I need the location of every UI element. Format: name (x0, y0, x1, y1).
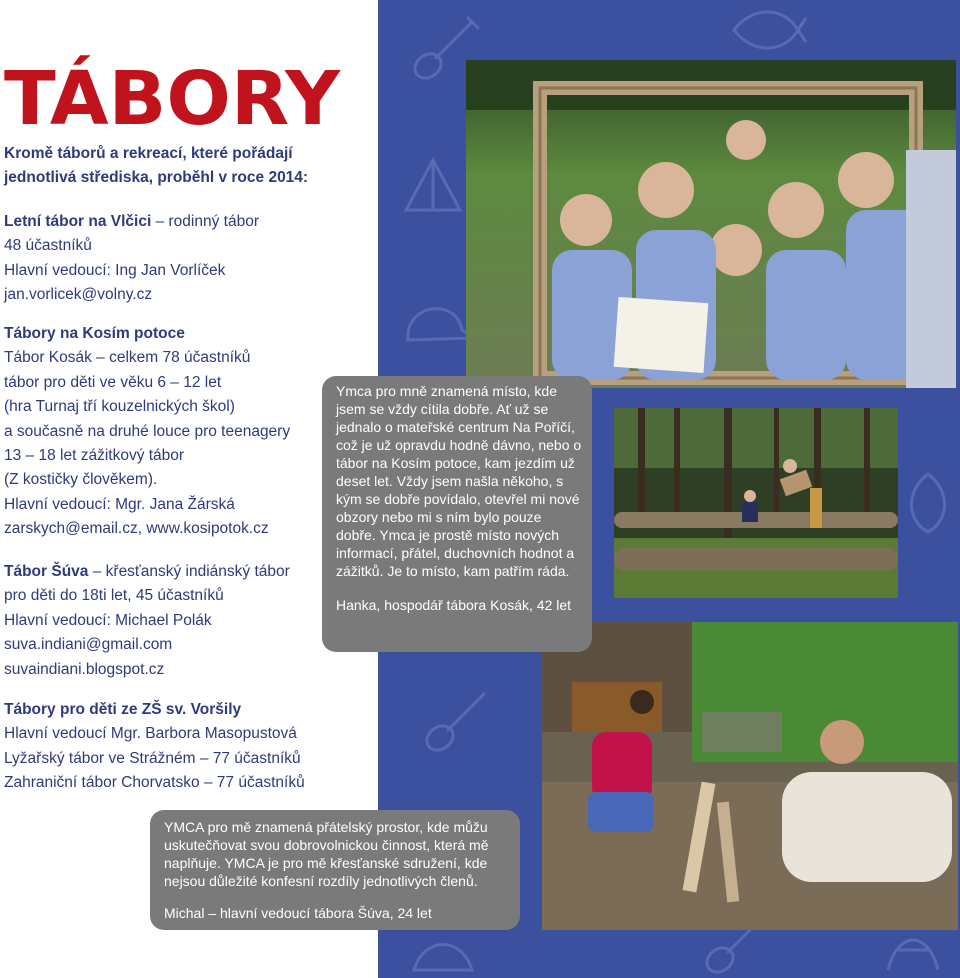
camp-vlcice-name: Letní tábor na Vlčici (4, 213, 152, 230)
camp-kosi-potok-line: a současně na druhé louce pro teenagery (4, 422, 291, 440)
title-text: TÁBORY (4, 56, 332, 128)
tent-doodle-icon (398, 150, 468, 220)
photo-forest-balance (614, 408, 898, 598)
camp-kosi-potok-line: 13 – 18 let zážitkový tábor (4, 447, 185, 465)
camp-kosi-potok-line: (Z kostičky člověkem). (4, 471, 158, 489)
camp-vorsily-line: Zahraniční tábor Chorvatsko – 77 účastníků (4, 774, 305, 792)
camp-kosi-potok-line: Tábor Kosák – celkem 78 účastníků (4, 349, 251, 367)
camp-suva-line: pro děti do 18ti let, 45 účastníků (4, 587, 224, 605)
camp-kosi-potok-line: Hlavní vedoucí: Mgr. Jana Žárská (4, 495, 235, 513)
camp-kosi-potok-section (4, 322, 290, 542)
quote-michal (150, 810, 520, 930)
camp-vlcice-email: jan.vorlicek@volny.cz (4, 286, 153, 304)
camp-suva-line: Hlavní vedoucí: Michael Polák (4, 611, 212, 629)
page-title (4, 44, 344, 128)
leaf-doodle-icon (408, 930, 478, 978)
camp-vlcice-participants: 48 účastníků (4, 237, 92, 255)
camp-vorsily-name: Tábory pro děti ze ZŠ sv. Voršily (4, 701, 242, 718)
photo-children-with-frame (466, 60, 956, 388)
camp-vorsily-line: Hlavní vedoucí Mgr. Barbora Masopustová (4, 725, 297, 743)
intro-paragraph: Kromě táborů a rekreací, které pořádají jednotlivá střediska, proběhl v roce 2014: (4, 145, 309, 187)
camp-vlcice-leader: Hlavní vedoucí: Ing Jan Vorlíček (4, 261, 226, 279)
guitar-doodle-icon (418, 680, 498, 760)
camp-kosi-potok-name: Tábory na Kosím potoce (4, 325, 185, 342)
intro-text (4, 142, 334, 191)
quote-michal-text: YMCA pro mě znamená přátelský prostor, kde můžu uskutečňovat svou dobrovolnickou činnost, která mě naplňuje. YMCA je pro mě křesťanské sdružení, kde nejsou důležité konfesní rozdíly jednotlivých členů. (164, 819, 489, 889)
quote-hanka-text: Ymca pro mně znamená místo, kde jsem se vždy cítila dobře. Ať už se jednalo o mateřské centrum Na Poříčí, což je už opravdu hodně dávno, nebo o tábor na Kosím potoce, kam jezdím už deset let. Vždy jsem našla někoho, s kým se dobře povídalo, otevřel mi nové obzory nebo mi s ním bylo pouze dobře. Ymca je prostě místo nových informací, přátel, duchovních hodnot a zážitků. Je to místo, kam patřím ráda. (336, 383, 582, 579)
quote-hanka (322, 376, 592, 652)
camp-vorsily-line: Lyžařský tábor ve Strážném – 77 účastníků (4, 749, 301, 767)
quote-michal-signature: Michal – hlavní vedoucí tábora Šúva, 24 let (164, 905, 432, 921)
camp-kosi-potok-line: tábor pro děti ve věku 6 – 12 let (4, 373, 222, 391)
camp-vlcice-section (4, 210, 259, 308)
fish-doodle-icon (728, 0, 808, 60)
photo-campsite-sawing (542, 622, 958, 930)
camp-suva-section (4, 560, 290, 682)
quote-hanka-signature: Hanka, hospodář tábora Kosák, 42 let (336, 597, 572, 613)
camp-suva-line: suva.indiani@gmail.com (4, 636, 173, 654)
fish-doodle-icon (898, 470, 958, 540)
camp-vlcice-type: – rodinný tábor (151, 213, 259, 230)
camp-suva-name: Tábor Šúva (4, 563, 89, 580)
camp-kosi-potok-line: zarskych@email.cz, www.kosipotok.cz (4, 520, 269, 538)
camp-vorsily-section (4, 698, 305, 796)
camp-suva-line: suvaindiani.blogspot.cz (4, 660, 165, 678)
camp-suva-type: – křesťanský indiánský tábor (88, 563, 290, 580)
camp-kosi-potok-line: (hra Turnaj tří kouzelnických škol) (4, 398, 235, 416)
